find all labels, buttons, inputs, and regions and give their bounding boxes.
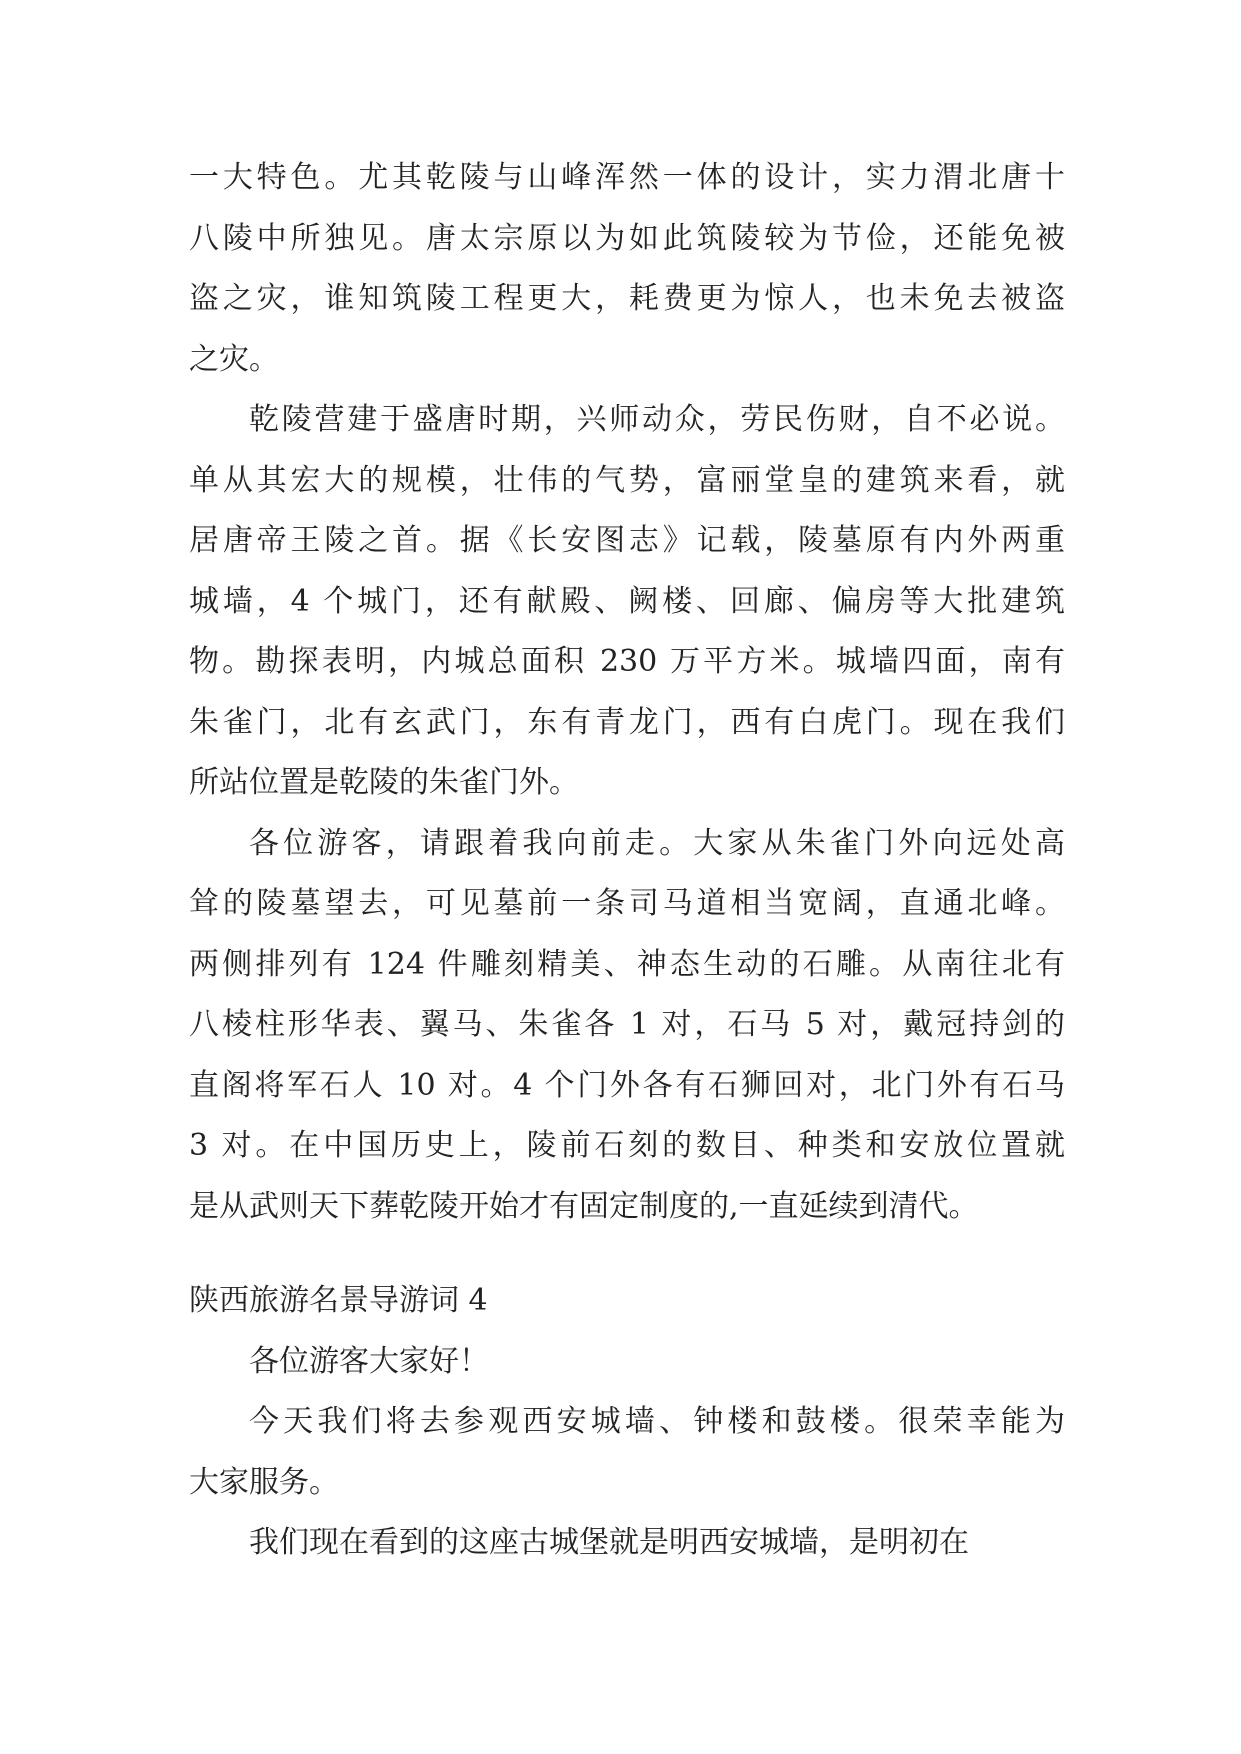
document-body xyxy=(189,148,1065,1574)
section-paragraph-3 xyxy=(189,1513,1065,1574)
text-line: 之灾。 xyxy=(189,341,279,377)
text-line: 大家服务。 xyxy=(189,1464,339,1500)
paragraph-1 xyxy=(189,148,1065,390)
text-line: 各位游客大家好！ xyxy=(249,1343,489,1379)
text-line: 城墙，4 个城门，还有献殿、阙楼、回廊、偏房等大批建筑 xyxy=(189,583,1065,619)
text-line: 我们现在看到的这座古城堡就是明西安城墙，是明初在 xyxy=(249,1525,969,1560)
text-line: 居唐帝王陵之首。据《长安图志》记载，陵墓原有内外两重 xyxy=(189,523,1065,558)
text-line: 直阁将军石人 10 对。4 个门外各有石狮回对，北门外有石马 xyxy=(189,1067,1065,1103)
text-line: 所站位置是乾陵的朱雀门外。 xyxy=(189,765,579,800)
section-paragraph-1 xyxy=(189,1332,1065,1393)
text-line: 八陵中所独见。唐太宗原以为如此筑陵较为节俭，还能免被 xyxy=(189,220,1065,256)
text-line: 两侧排列有 124 件雕刻精美、神态生动的石雕。从南往北有 xyxy=(189,946,1065,982)
text-line: 乾陵营建于盛唐时期，兴师动众，劳民伤财，自不必说。 xyxy=(249,402,1065,437)
paragraph-2 xyxy=(189,390,1065,814)
section-paragraph-2 xyxy=(189,1392,1065,1513)
text-line: 单从其宏大的规模，壮伟的气势，富丽堂皇的建筑来看，就 xyxy=(189,462,1065,498)
text-line: 各位游客，请跟着我向前走。大家从朱雀门外向远处高 xyxy=(249,825,1065,861)
text-line: 朱雀门，北有玄武门，东有青龙门，西有白虎门。现在我们 xyxy=(189,704,1065,740)
text-line: 耸的陵墓望去，可见墓前一条司马道相当宽阔，直通北峰。 xyxy=(189,886,1065,921)
text-line: 一大特色。尤其乾陵与山峰浑然一体的设计，实力渭北唐十 xyxy=(189,160,1065,195)
text-line: 今天我们将去参观西安城墙、钟楼和鼓楼。很荣幸能为 xyxy=(249,1404,1065,1439)
text-line: 物。勘探表明，内城总面积 230 万平方米。城墙四面，南有 xyxy=(189,644,1065,679)
text-line: 盗之灾，谁知筑陵工程更大，耗费更为惊人，也未免去被盗 xyxy=(189,281,1065,316)
text-line: 3 对。在中国历史上，陵前石刻的数目、种类和安放位置就 xyxy=(189,1128,1065,1163)
section-title: 陕西旅游名景导游词 4 xyxy=(189,1283,488,1318)
paragraph-3 xyxy=(189,814,1065,1238)
section-gap xyxy=(189,1237,1065,1271)
text-line: 八棱柱形华表、翼马、朱雀各 1 对，石马 5 对，戴冠持剑的 xyxy=(189,1007,1065,1042)
text-line: 是从武则天下葬乾陵开始才有固定制度的,一直延续到清代。 xyxy=(189,1188,979,1224)
